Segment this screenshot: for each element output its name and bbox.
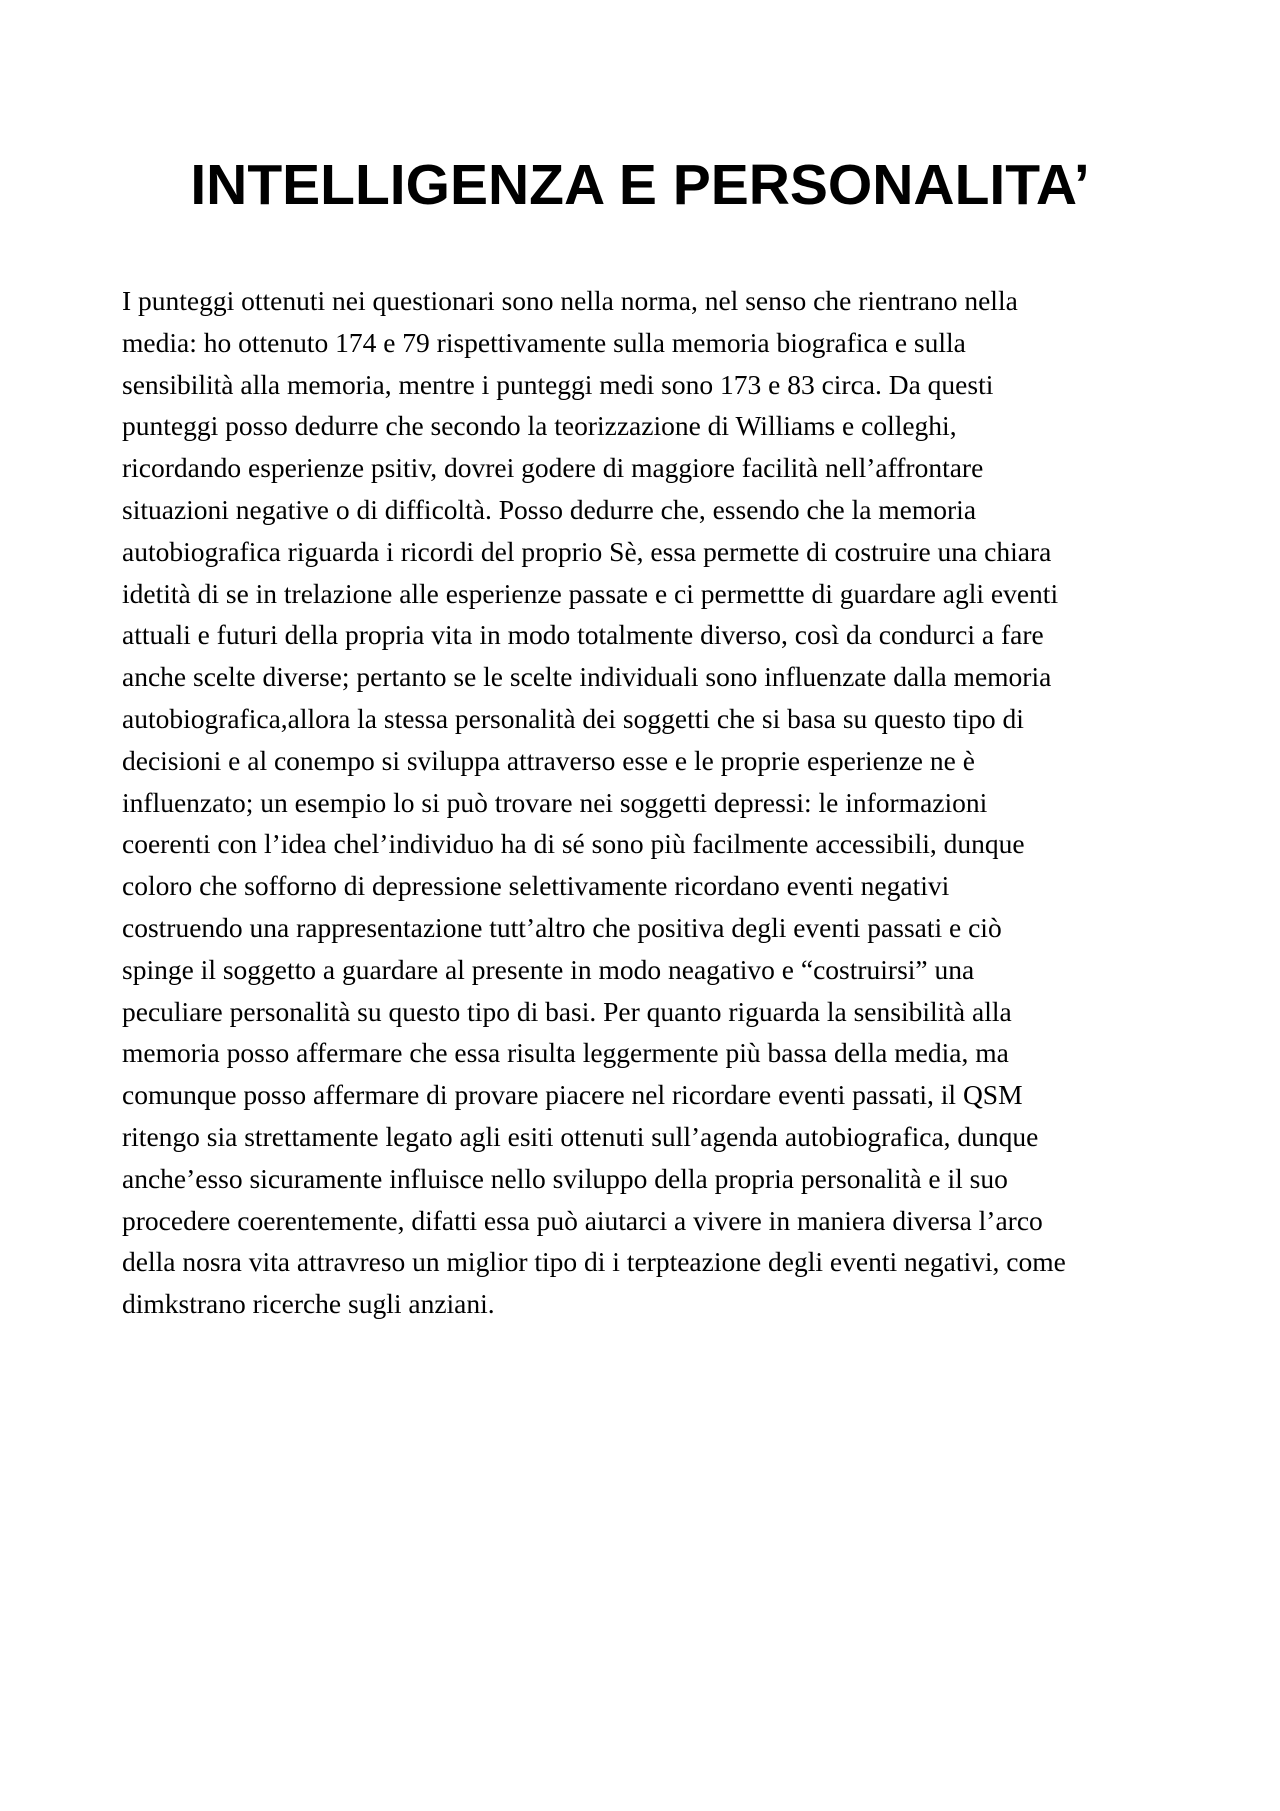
body-line: sensibilità alla memoria, mentre i punteggi medi sono 173 e 83 circa. Da questi bbox=[122, 368, 994, 400]
body-line: punteggi posso dedurre che secondo la teorizzazione di Williams e colleghi, bbox=[122, 410, 957, 442]
body-line: ritengo sia strettamente legato agli esiti ottenuti sull’agenda autobiografica, dunque bbox=[122, 1120, 1039, 1152]
body-line: dimkstrano ricerche sugli anziani. bbox=[122, 1288, 495, 1320]
body-line: idetità di se in trelazione alle esperienze passate e ci permettte di guardare agli eventi bbox=[122, 577, 1059, 609]
document-title: INTELLIGENZA E PERSONALITA’ bbox=[190, 153, 1090, 217]
body-line: anche scelte diverse; pertanto se le scelte individuali sono influenzate dalla memoria bbox=[122, 661, 1052, 693]
body-line: situazioni negative o di difficoltà. Posso dedurre che, essendo che la memoria bbox=[122, 493, 977, 525]
body-line: coloro che sofforno di depressione selettivamente ricordano eventi negativi bbox=[122, 870, 950, 902]
body-line: autobiografica,allora la stessa personalità dei soggetti che si basa su questo tipo di bbox=[122, 702, 1024, 734]
body-line: procedere coerentemente, difatti essa può aiutarci a vivere in maniera diversa l’arco bbox=[122, 1204, 1043, 1236]
body-line: influenzato; un esempio lo si può trovare nei soggetti depressi: le informazioni bbox=[122, 786, 988, 818]
body-line: ricordando esperienze psitiv, dovrei godere di maggiore facilità nell’affrontare bbox=[122, 452, 984, 484]
body-line: peculiare personalità su questo tipo di basi. Per quanto riguarda la sensibilità alla bbox=[122, 995, 1012, 1027]
body-line: memoria posso affermare che essa risulta leggermente più bassa della media, ma bbox=[122, 1037, 1009, 1069]
body-line: decisioni e al conempo si sviluppa attraverso esse e le proprie esperienze ne è bbox=[122, 744, 975, 776]
body-line: anche’esso sicuramente influisce nello sviluppo della propria personalità e il suo bbox=[122, 1162, 1008, 1194]
body-line: della nosra vita attravreso un miglior tipo di i terpteazione degli eventi negativi, come bbox=[122, 1246, 1066, 1278]
body-line: attuali e futuri della propria vita in modo totalmente diverso, così da condurci a fare bbox=[122, 619, 1044, 651]
body-line: media: ho ottenuto 174 e 79 rispettivamente sulla memoria biografica e sulla bbox=[122, 326, 966, 358]
body-line: coerenti con l’idea chel’individuo ha di sé sono più facilmente accessibili, dunque bbox=[122, 828, 1025, 860]
body-line: comunque posso affermare di provare piacere nel ricordare eventi passati, il QSM bbox=[122, 1079, 1023, 1111]
body-line: spinge il soggetto a guardare al presente in modo neagativo e “costruirsi” una bbox=[122, 953, 975, 985]
body-line: I punteggi ottenuti nei questionari sono nella norma, nel senso che rientrano nella bbox=[122, 285, 1018, 316]
body-line: costruendo una rappresentazione tutt’altro che positiva degli eventi passati e ciò bbox=[122, 911, 1002, 943]
document-body bbox=[122, 280, 1202, 1325]
body-line: autobiografica riguarda i ricordi del proprio Sè, essa permette di costruire una chiara bbox=[122, 535, 1052, 567]
